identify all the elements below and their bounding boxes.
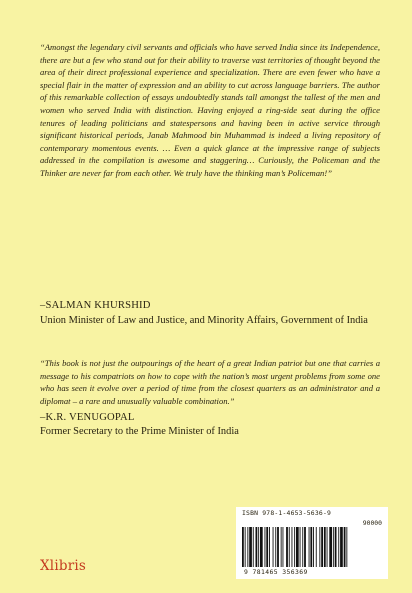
barcode-bar bbox=[275, 527, 276, 567]
barcode-bar bbox=[289, 527, 290, 567]
barcode-bar bbox=[327, 527, 328, 567]
barcode-bar bbox=[242, 527, 244, 567]
quote-kr-venugopal: “This book is not just the outpourings of the heart of a great Indian patriot but one that carries a message to his compatriots on how to cope with the nation’s most urgent problems from some one who has seen it evolve over a period of time from the closest quarters as an administrator and a diplomat – a rare and unusually valuable combination.” bbox=[40, 358, 380, 406]
barcode-bar bbox=[273, 527, 274, 567]
barcode-digits: 9 781465 356369 bbox=[244, 568, 308, 576]
barcode-bar bbox=[329, 527, 332, 567]
barcode-bar bbox=[253, 527, 254, 567]
barcode-bar bbox=[302, 527, 303, 567]
barcode-bar bbox=[247, 527, 248, 567]
barcode-bar bbox=[313, 527, 314, 567]
barcode-bar bbox=[269, 527, 270, 567]
barcode-bar bbox=[319, 527, 320, 567]
barcode-bar bbox=[338, 527, 339, 567]
xlibris-logo: Xlibris bbox=[40, 558, 86, 574]
barcode-bar bbox=[266, 527, 268, 567]
barcode-bar bbox=[281, 527, 282, 567]
barcode-bar bbox=[300, 527, 301, 567]
barcode-bar bbox=[258, 527, 259, 567]
barcode-bar bbox=[249, 527, 252, 567]
barcode-bars bbox=[240, 527, 384, 567]
barcode-bar bbox=[245, 527, 246, 567]
barcode-bar bbox=[294, 527, 295, 567]
barcode-bar bbox=[292, 527, 293, 567]
barcode-bar bbox=[277, 527, 279, 567]
barcode-bar bbox=[286, 527, 288, 567]
barcode-bar bbox=[296, 527, 299, 567]
barcode-bar bbox=[340, 527, 343, 567]
barcode-bar bbox=[283, 527, 284, 567]
barcode-bar bbox=[256, 527, 258, 567]
quote-1-author-title: Union Minister of Law and Justice, and Minority Affairs, Government of India bbox=[40, 315, 368, 326]
barcode-bar bbox=[260, 527, 263, 567]
quote-salman-khurshid: “Amongst the legendary civil servants and officials who have served India since its Independence, there are but a few who stand out for their ability to traverse vast territories of thought beyond the area of their direct professional experience and specialization. There are even fewer who have a special flair in the matter of expression and an ability to cut across language barriers. The author of this remarkable collection of essays undoubtedly stands tall amongst the tallest of the men and women who served India with distinction. Having enjoyed a ring-side seat during the office tenures of leading politicians and statespersons and having been in active service through significant historical periods, Janab Mahmood bin Muhammad is indeed a living repository of contemporary momentous events. … Even a quick glance at the impressive range of subjects addressed in the compilation is awesome and staggering… Curiously, the Policeman and the Thinker are never far from each other. We truly have the thinking man’s Policeman!” bbox=[40, 42, 380, 178]
price-code: 90000 bbox=[362, 519, 382, 527]
quote-2-author-title: Former Secretary to the Prime Minister of India bbox=[40, 426, 239, 437]
barcode-bar bbox=[265, 527, 266, 567]
isbn-barcode bbox=[236, 507, 388, 579]
quote-2-author: –K.R. VENUGOPAL bbox=[40, 412, 135, 423]
barcode-bar bbox=[321, 527, 323, 567]
barcode-bar bbox=[333, 527, 334, 567]
quote-1-author: –SALMAN KHURSHID bbox=[40, 300, 151, 311]
barcode-bar bbox=[324, 527, 326, 567]
isbn-number: ISBN 978-1-4653-5636-9 bbox=[242, 509, 332, 517]
barcode-bar bbox=[310, 527, 312, 567]
barcode-bar bbox=[346, 527, 347, 567]
barcode-bar bbox=[316, 527, 317, 567]
barcode-bar bbox=[309, 527, 310, 567]
barcode-bar bbox=[304, 527, 306, 567]
barcode-bar bbox=[335, 527, 337, 567]
barcode-bar bbox=[344, 527, 346, 567]
